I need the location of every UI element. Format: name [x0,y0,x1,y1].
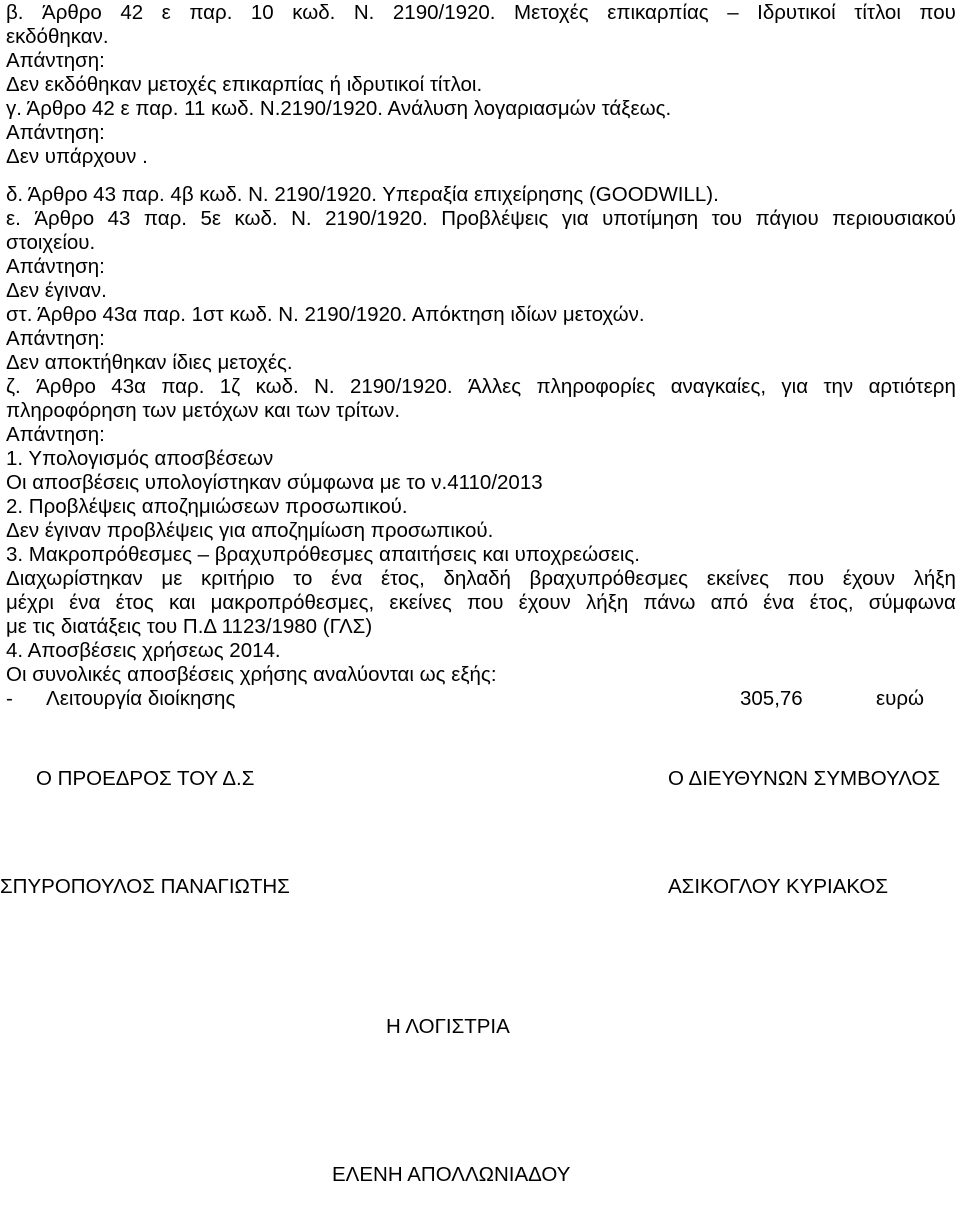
word: Μετοχές [514,1,589,24]
word: υποτίμηση [602,207,699,230]
ceo-name: ΑΣΙΚΟΓΛΟΥ ΚΥΡΙΑΚΟΣ [668,875,889,898]
word: και [168,591,196,614]
word: που [787,567,825,590]
word: εκείνες [706,567,770,590]
section-e-answer: Δεν έγιναν. [6,279,107,302]
section-st-answer-label: Απάντηση: [6,327,105,350]
word: κωδ. [234,207,278,230]
word: Προβλέψεις [441,207,549,230]
word: από [710,591,748,614]
section-b-answer-label: Απάντηση: [6,49,105,72]
word: παρ. [161,375,205,398]
word: περιουσιακού [832,207,956,230]
item-3-title: 3. Μακροπρόθεσμες – βραχυπρόθεσμες απαιτήσεις και υποχρεώσεις. [6,543,640,566]
word: έχουν [518,591,571,614]
word: αναγκαίες, [670,375,767,398]
item-3-text-line-2 [6,590,956,616]
word: έτος [115,591,154,614]
word: 1ζ [219,375,241,398]
word: Διαχωρίστηκαν [6,567,143,590]
word: 2190/1920. [325,207,428,230]
depreciation-currency: ευρώ [876,687,925,710]
ceo-title: Ο ΔΙΕΥΘΥΝΩΝ ΣΥΜΒΟΥΛΟΣ [668,767,941,790]
section-e-title-line-1 [6,206,956,232]
word: λήξη [586,591,629,614]
section-st-answer: Δεν αποκτήθηκαν ίδιες μετοχές. [6,351,293,374]
word: – [727,1,739,24]
section-g-answer: Δεν υπάρχουν . [6,145,148,168]
word: Ν. [291,207,312,230]
word: δηλαδή [443,567,511,590]
section-e-title-line-2: στοιχείου. [6,231,96,254]
item-2-text: Δεν έγιναν προβλέψεις για αποζημίωση προσωπικού. [6,519,494,542]
word: Ν. [353,1,375,24]
word: Άρθρο [36,375,96,398]
word: σύμφωνα [868,591,956,614]
word: έτος, [380,567,425,590]
word: 42 [120,1,144,24]
word: επικαρπίας [607,1,709,24]
word: Άρθρο [42,1,102,24]
word: ε. [6,207,21,230]
section-z-title-line-2: πληροφόρηση των μετόχων και των τρίτων. [6,399,401,422]
section-g-title: γ. Άρθρο 42 ε παρ. 11 κωδ. Ν.2190/1920. Ανάλυση λογαριασμών τάξεως. [6,97,672,120]
word: 43α [111,375,146,398]
word: πληροφορίες [536,375,656,398]
item-1-title: 1. Υπολογισμός αποσβέσεων [6,447,274,470]
section-d-title: δ. Άρθρο 43 παρ. 4β κωδ. Ν. 2190/1920. Υπεραξία επιχείρησης (GOODWILL). [6,183,719,206]
accountant-name: ΕΛΕΝΗ ΑΠΟΛΛΩΝΙΑΔΟΥ [332,1163,571,1186]
word: λήξη [913,567,956,590]
word: 2190/1920. [349,375,453,398]
word: Ιδρυτικοί [757,1,836,24]
word: μακροπρόθεσμες, [210,591,375,614]
section-b-title-line-1 [6,0,956,26]
word: εκείνες [389,591,452,614]
item-4-title: 4. Αποσβέσεις χρήσεως 2014. [6,639,281,662]
depreciation-amount: 305,76 [740,687,803,710]
word: 5ε [200,207,222,230]
section-st-title: στ. Άρθρο 43α παρ. 1στ κωδ. Ν. 2190/1920. Απόκτηση ιδίων μετοχών. [6,303,645,326]
word: έχουν [842,567,895,590]
section-b-title-line-2: εκδόθηκαν. [6,25,109,48]
word: κριτήριο [201,567,275,590]
word: ένα [69,591,101,614]
word: πάγιου [755,207,819,230]
word: κωδ. [292,1,336,24]
word: τίτλοι [854,1,901,24]
word: 10 [250,1,274,24]
word: έτος, [809,591,854,614]
section-b-answer: Δεν εκδόθηκαν μετοχές επικαρπίας ή ιδρυτικοί τίτλοι. [6,73,483,96]
item-4-text: Οι συνολικές αποσβέσεις χρήσης αναλύονται ως εξής: [6,663,497,686]
president-name: ΣΠΥΡΟΠΟΥΛΟΣ ΠΑΝΑΓΙΩΤΗΣ [0,875,290,898]
word: ε [161,1,171,24]
word: που [919,1,956,24]
word: πάνω [643,591,696,614]
word: Άλλες [467,375,522,398]
word: για [561,207,589,230]
word: του [711,207,743,230]
word: ζ. [6,375,21,398]
word: με [161,567,183,590]
section-g-answer-label: Απάντηση: [6,121,105,144]
word: ένα [331,567,363,590]
word: για [781,375,809,398]
word: β. [6,1,24,24]
item-3-text-line-1 [6,566,956,592]
item-3-text-line-3: με τις διατάξεις του Π.Δ 1123/1980 (ΓΛΣ) [6,615,373,638]
president-title: Ο ΠΡΟΕΔΡΟΣ ΤΟΥ Δ.Σ [36,767,255,790]
word: την [823,375,854,398]
section-z-title-line-1 [6,374,956,400]
section-e-answer-label: Απάντηση: [6,255,105,278]
word: παρ. [189,1,233,24]
word: που [466,591,504,614]
word: αρτιότερη [868,375,956,398]
word: το [293,567,313,590]
word: βραχυπρόθεσμες [529,567,689,590]
depreciation-label: Λειτουργία διοίκησης [46,687,236,710]
word: 2190/1920. [392,1,496,24]
word: ένα [763,591,795,614]
depreciation-dash: - [6,687,13,710]
accountant-title: Η ΛΟΓΙΣΤΡΙΑ [386,1015,510,1038]
word: Άρθρο [34,207,95,230]
word: μέχρι [6,591,54,614]
item-2-title: 2. Προβλέψεις αποζημιώσεων προσωπικού. [6,495,408,518]
item-1-text: Οι αποσβέσεις υπολογίστηκαν σύμφωνα με το ν.4110/2013 [6,471,543,494]
word: παρ. [143,207,187,230]
word: 43 [107,207,131,230]
section-z-answer-label: Απάντηση: [6,423,105,446]
word: Ν. [314,375,335,398]
word: κωδ. [255,375,299,398]
